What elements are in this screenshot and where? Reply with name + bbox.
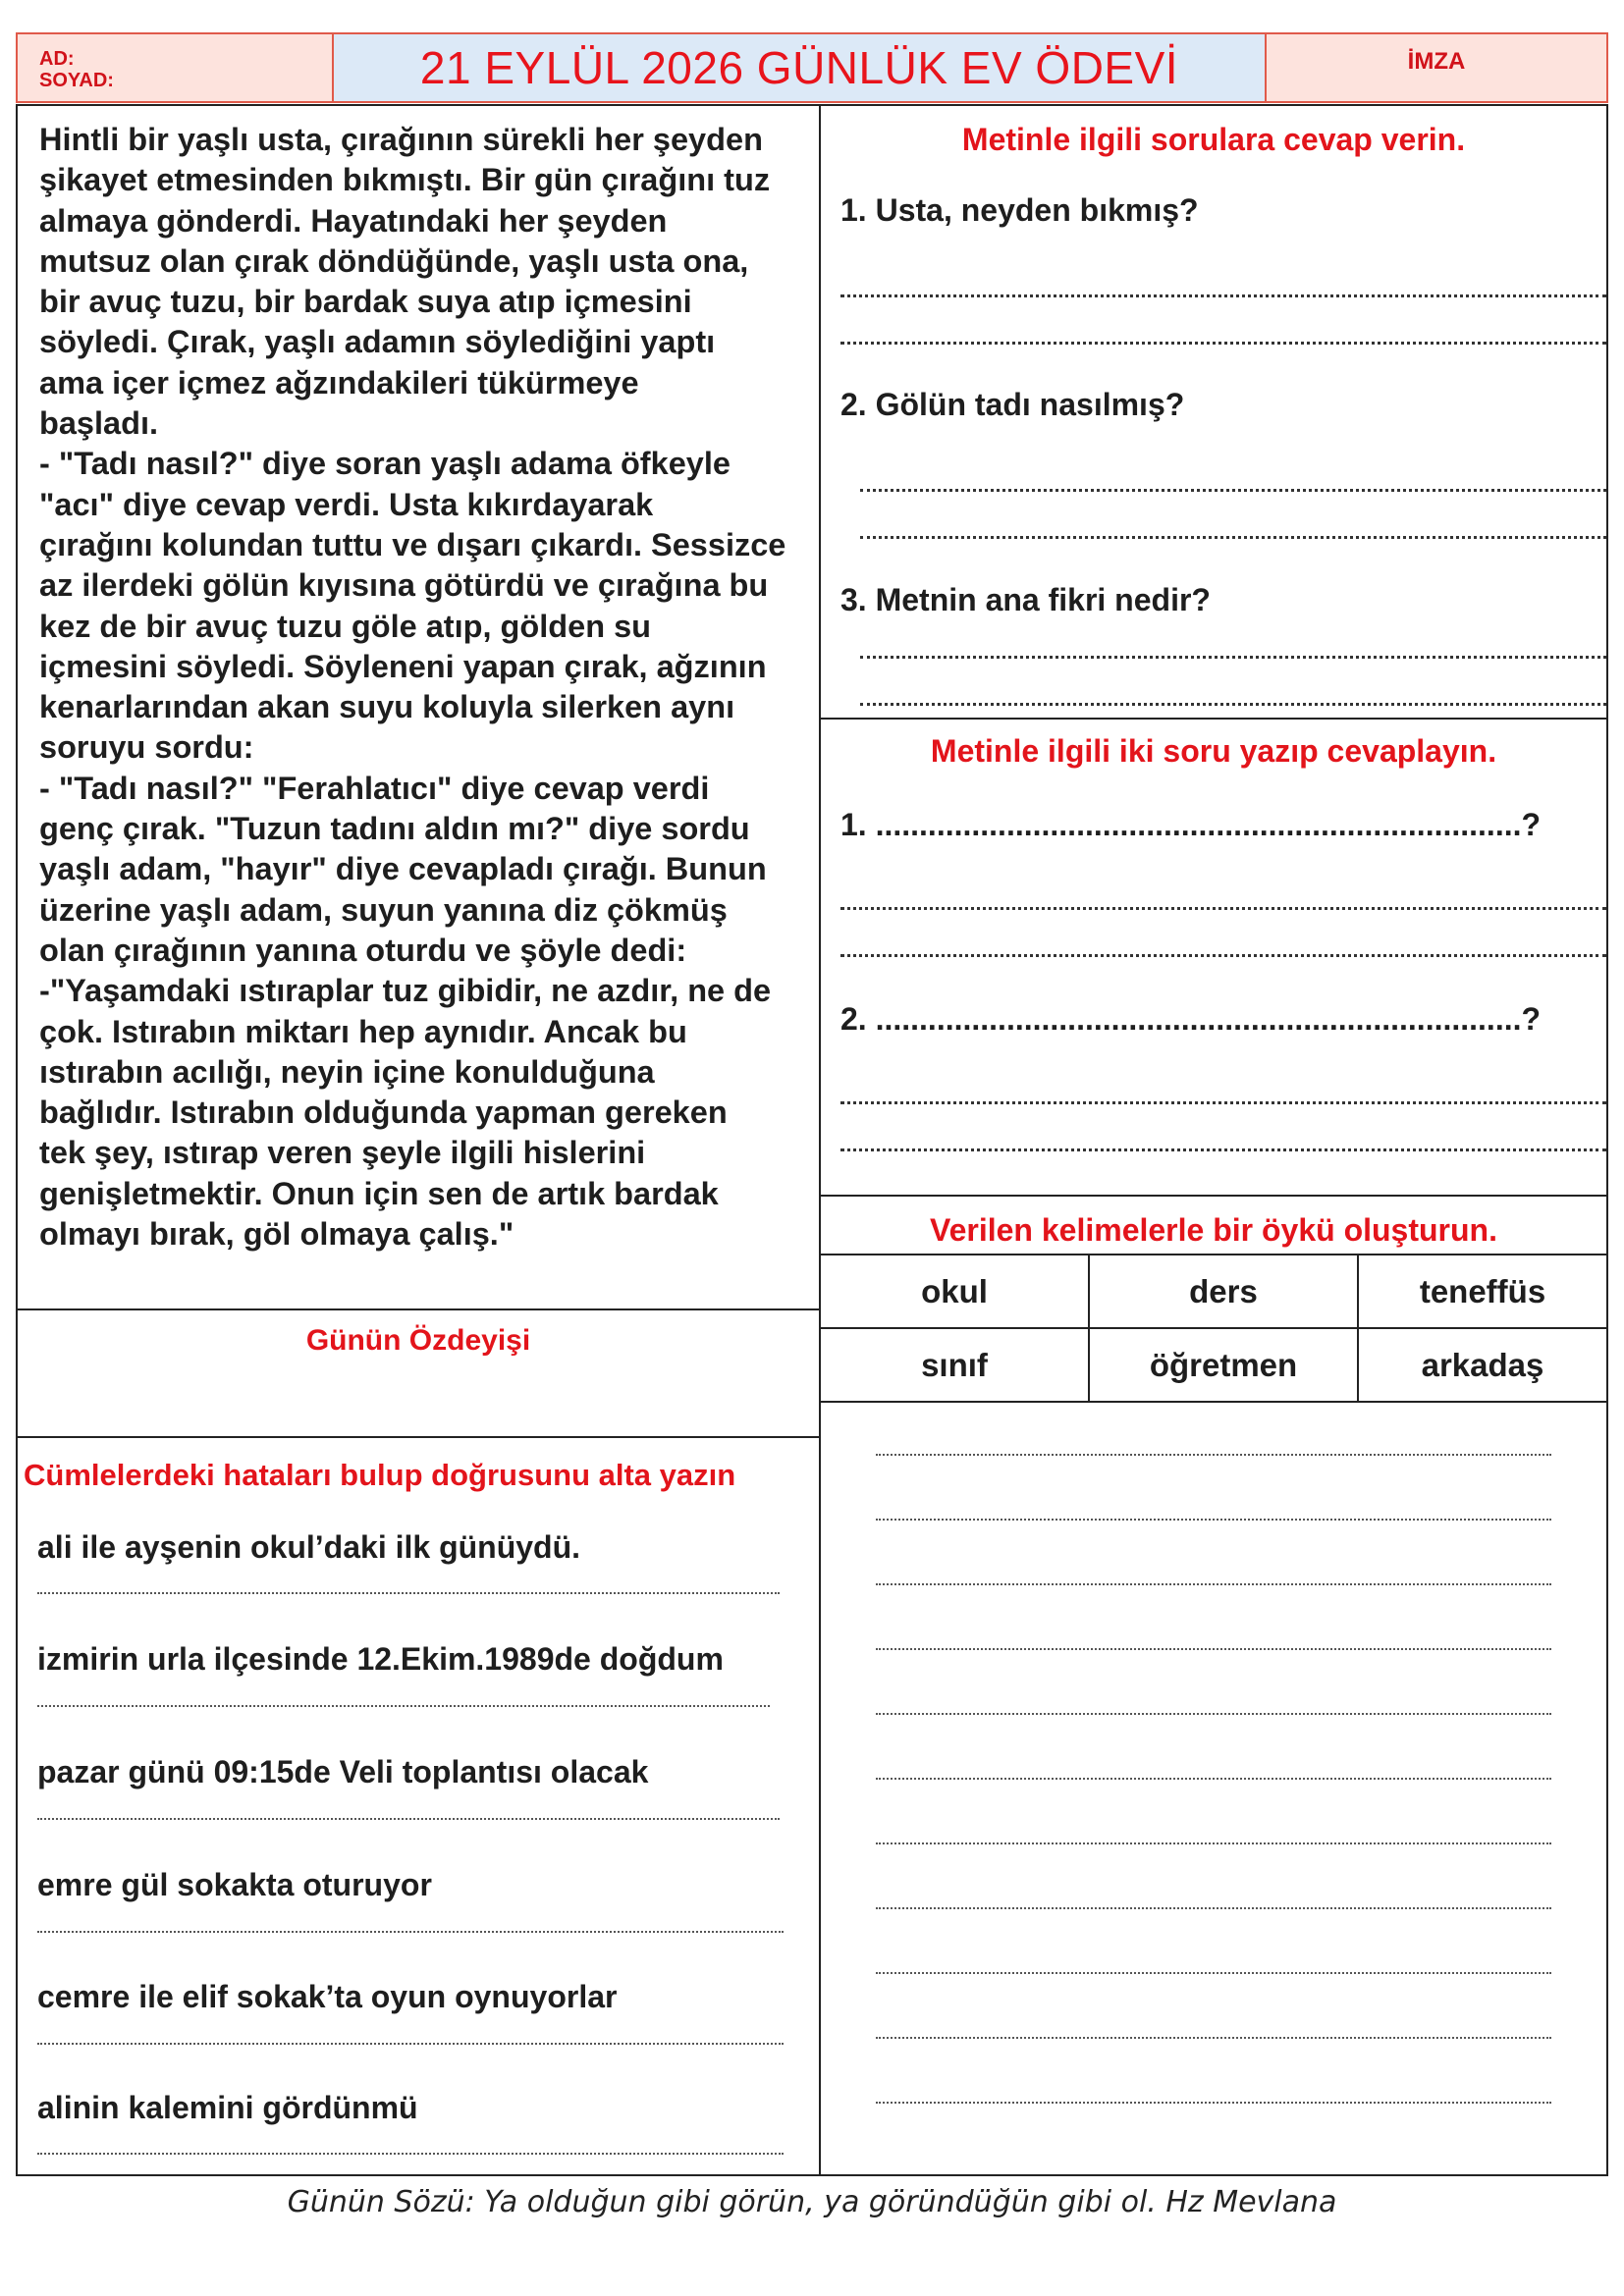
question-2: 2. Gölün tadı nasılmış?	[840, 387, 1185, 422]
story-writing-line-11[interactable]	[876, 2102, 1551, 2104]
correction-sentence-4: emre gül sokakta oturuyor	[37, 1867, 432, 1902]
question-1-answer-line-1[interactable]	[840, 294, 1606, 297]
name-label: AD:	[39, 48, 75, 70]
question-3-answer-line-1[interactable]	[860, 656, 1606, 659]
story-writing-line-2[interactable]	[876, 1519, 1551, 1521]
own-questions-box	[819, 718, 1608, 1197]
word-cell-okul: okul	[819, 1254, 1090, 1329]
own-question-2-answer-line-1[interactable]	[840, 1101, 1606, 1104]
signature-box	[1265, 32, 1608, 103]
word-cell-arkadas: arkadaş	[1357, 1327, 1608, 1403]
correction-answer-line-6[interactable]	[37, 2153, 784, 2155]
correction-sentence-5: cemre ile elif sokak’ta oyun oynuyorlar	[37, 1979, 618, 2014]
story-box	[16, 104, 821, 1310]
question-2-answer-line-2[interactable]	[860, 536, 1606, 539]
word-cell-sinif: sınıf	[819, 1327, 1090, 1403]
correction-answer-line-4[interactable]	[37, 1931, 784, 1933]
correction-answer-line-3[interactable]	[37, 1818, 780, 1820]
question-3: 3. Metnin ana fikri nedir?	[840, 582, 1211, 617]
story-words-title: Verilen kelimelerle bir öykü oluşturun.	[930, 1212, 1497, 1248]
word-cell-ogretmen: öğretmen	[1088, 1327, 1359, 1403]
own-question-1[interactable]: 1. ..........................................................................?	[840, 807, 1542, 842]
correction-sentence-1: ali ile ayşenin okul’daki ilk günüydü.	[37, 1529, 581, 1565]
name-labels	[18, 34, 332, 91]
quote-of-day-box	[16, 1308, 821, 1438]
quote-of-day-title: Günün Özdeyişi	[305, 1324, 531, 1357]
question-1: 1. Usta, neyden bıkmış?	[840, 192, 1199, 228]
word-cell-teneffus: teneffüs	[1357, 1254, 1608, 1329]
question-1-answer-line-2[interactable]	[840, 342, 1606, 345]
correction-sentence-6: alinin kalemini gördünmü	[37, 2090, 418, 2125]
correction-answer-line-2[interactable]	[37, 1705, 770, 1707]
page-title: 21 EYLÜL 2026 GÜNLÜK EV ÖDEVİ	[419, 42, 1179, 93]
corrections-title: Cümlelerdeki hataları bulup doğrusunu alta yazın	[24, 1458, 736, 1492]
questions-title: Metinle ilgili sorulara cevap verin.	[961, 122, 1466, 157]
correction-sentence-2: izmirin urla ilçesinde 12.Ekim.1989de doğdum	[37, 1641, 724, 1677]
story-writing-line-10[interactable]	[876, 2037, 1551, 2039]
story-writing-line-7[interactable]	[876, 1842, 1551, 1844]
question-2-answer-line-1[interactable]	[860, 489, 1606, 492]
word-cell-ders: ders	[1088, 1254, 1359, 1329]
own-question-2-answer-line-2[interactable]	[840, 1148, 1606, 1151]
correction-sentence-3: pazar günü 09:15de Veli toplantısı olacak	[37, 1754, 649, 1789]
story-writing-line-6[interactable]	[876, 1778, 1551, 1780]
title-box	[332, 32, 1267, 103]
own-question-1-answer-line-1[interactable]	[840, 907, 1606, 910]
story-writing-line-9[interactable]	[876, 1972, 1551, 1974]
own-question-1-answer-line-2[interactable]	[840, 954, 1606, 957]
question-3-answer-line-2[interactable]	[860, 703, 1606, 706]
surname-label: SOYAD:	[39, 70, 114, 91]
story-writing-line-3[interactable]	[876, 1583, 1551, 1585]
correction-answer-line-5[interactable]	[37, 2043, 784, 2045]
name-field-box	[16, 32, 334, 103]
story-writing-line-1[interactable]	[876, 1454, 1551, 1456]
story-writing-line-4[interactable]	[876, 1648, 1551, 1650]
own-question-2[interactable]: 2. ..........................................................................?	[840, 1001, 1542, 1037]
own-questions-title: Metinle ilgili iki soru yazıp cevaplayın.	[930, 733, 1497, 769]
story-writing-line-5[interactable]	[876, 1713, 1551, 1715]
story-writing-line-8[interactable]	[876, 1907, 1551, 1909]
correction-answer-line-1[interactable]	[37, 1592, 780, 1594]
story-text: Hintli bir yaşlı usta, çırağının sürekli her şeyden şikayet etmesinden bıkmıştı. Bir gün çırağını tuz almaya gönderdi. Hayatındaki her şeyden mutsuz olan çırak döndüğünde, yaşlı usta ona, bir avuç tuzu, bir bardak suya atıp içmesini söyledi. Çırak, yaşlı adamın söylediğini yaptı ama içer içmez ağzındakileri tükürmeye başladı. - "Tadı nasıl?" diye soran yaşlı adama öfkeyle "acı" diye cevap verdi. Usta kıkırdayarak çırağını kolundan tuttu ve dışarı çıkardı. Sessizce az ilerdeki gölün kıyısına götürdü ve çırağına bu kez de bir avuç tuzu göle atıp, gölden su içmesini söyledi. Söyleneni yapan çırak, ağzının kenarlarından akan suyu koluyla silerken aynı soruyu sordu: - "Tadı nasıl?" "Ferahlatıcı" diye cevap verdi genç çırak. "Tuzun tadını aldın mı?" diye sordu yaşlı adam, "hayır" diye cevapladı çırağı. Bunun üzerine yaşlı adam, suyun yanına diz çökmüş olan çırağının yanına oturdu ve şöyle dedi: -"Yaşamdaki ıstıraplar tuz gibidir, ne azdır, ne de çok. Istırabın miktarı hep aynıdır. Ancak bu ıstırabın acılığı, neyin içine konulduğuna bağlıdır. Istırabın olduğunda yapman gereken tek şey, ıstırap veren şeyle ilgili hislerini genişletmektir. Onun için sen de artık bardak olmayı bırak, göl olmaya çalış."	[39, 122, 786, 1253]
signature-label: İMZA	[1407, 48, 1466, 75]
footer-quote: Günün Sözü: Ya olduğun gibi görün, ya göründüğün gibi ol. Hz Mevlana	[287, 2185, 1337, 2219]
